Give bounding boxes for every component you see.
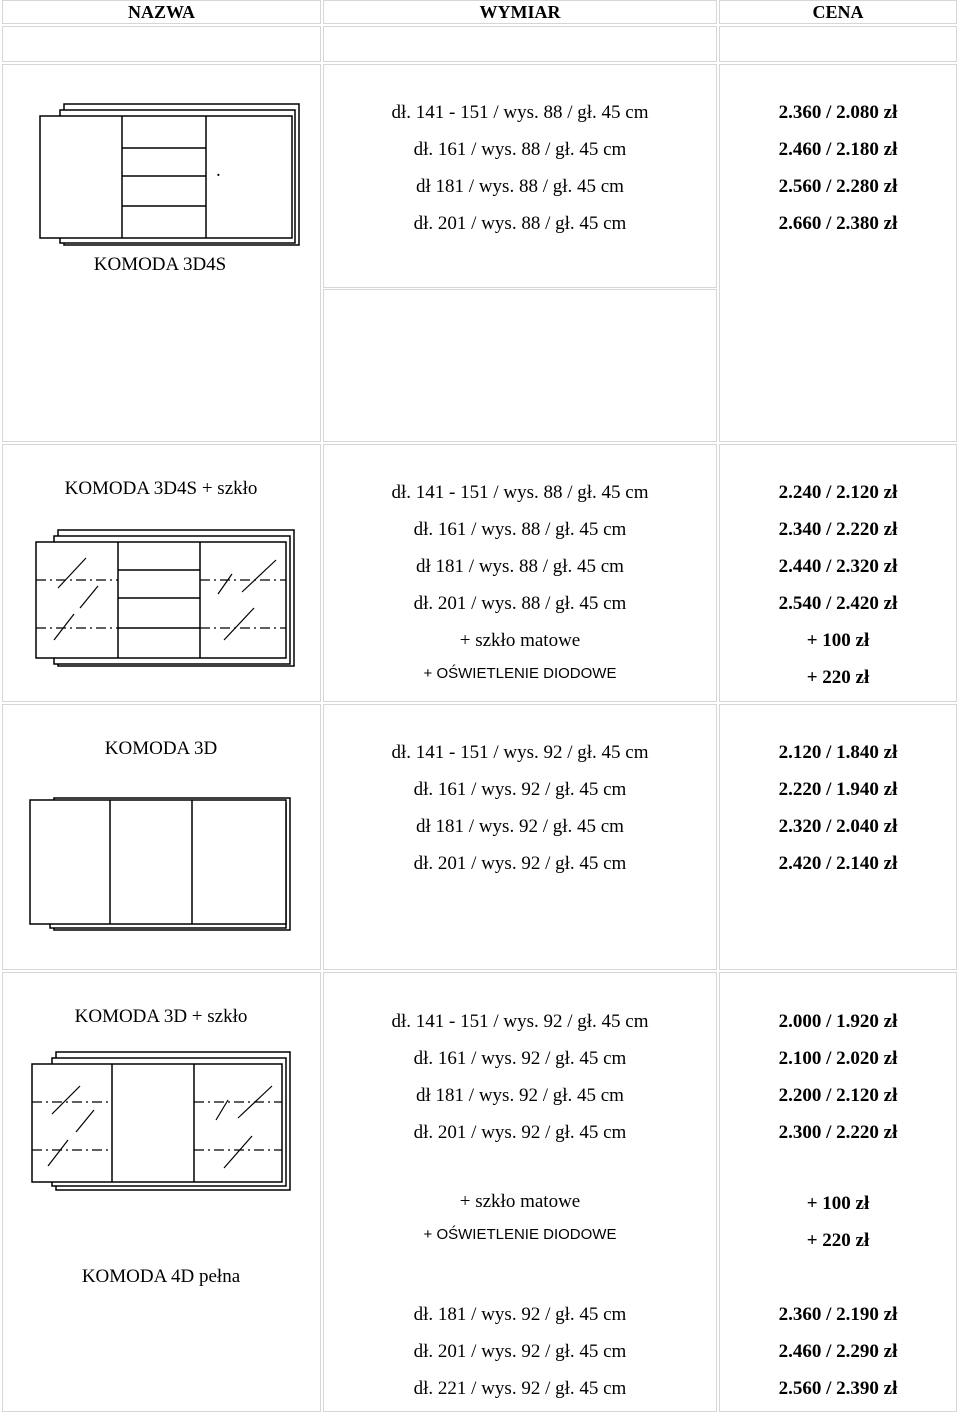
dim-line: dł. 141 - 151 / wys. 88 / gł. 45 cm [391, 102, 649, 123]
price-line: 2.320 / 2.040 zł [778, 816, 898, 837]
extra-option-glass: + szkło matowe [459, 630, 581, 651]
dim-line: dł. 161 / wys. 88 / gł. 45 cm [413, 519, 627, 540]
dim-line: dł. 201 / wys. 92 / gł. 45 cm [413, 1341, 627, 1362]
extra-option-led: + OŚWIETLENIE DIODOWE [423, 1226, 617, 1243]
header-dim: WYMIAR [479, 2, 561, 22]
row3-product-name: KOMODA 3D [104, 738, 218, 759]
extra-option-led: + OŚWIETLENIE DIODOWE [423, 665, 617, 682]
price-line: 2.300 / 2.220 zł [778, 1122, 898, 1143]
price-line: 2.240 / 2.120 zł [778, 482, 898, 503]
dim-line: dł. 141 - 151 / wys. 92 / gł. 45 cm [391, 1011, 649, 1032]
price-line: 2.100 / 2.020 zł [778, 1048, 898, 1069]
dim-line: dł. 141 - 151 / wys. 88 / gł. 45 cm [391, 482, 649, 503]
row3-furniture-drawing [30, 798, 294, 934]
dim-line: dł. 201 / wys. 92 / gł. 45 cm [413, 1122, 627, 1143]
dim-line: dł. 161 / wys. 92 / gł. 45 cm [413, 1048, 627, 1069]
price-line: 2.360 / 2.080 zł [778, 102, 898, 123]
extra-price-led: + 220 zł [806, 1230, 870, 1251]
price-line: 2.540 / 2.420 zł [778, 593, 898, 614]
row4-furniture-drawing [32, 1052, 294, 1194]
row1-product-name: KOMODA 3D4S [93, 254, 227, 275]
dim-line: dł. 161 / wys. 88 / gł. 45 cm [413, 139, 627, 160]
price-line: 2.560 / 2.390 zł [778, 1378, 898, 1399]
price-line: 2.360 / 2.190 zł [778, 1304, 898, 1325]
dim-line: dł. 201 / wys. 88 / gł. 45 cm [413, 213, 627, 234]
row4-extras [323, 1191, 717, 1254]
extra-price-glass: + 100 zł [806, 630, 870, 651]
row1-dimensions [323, 102, 717, 250]
row1-dim-cell-lower [323, 289, 717, 442]
row4-extra-prices [719, 1193, 957, 1267]
dim-line: dł. 161 / wys. 92 / gł. 45 cm [413, 779, 627, 800]
dim-line: dł 181 / wys. 88 / gł. 45 cm [416, 176, 624, 197]
header-name-cell [2, 0, 321, 24]
dim-line: dł. 201 / wys. 88 / gł. 45 cm [413, 593, 627, 614]
price-line: 2.460 / 2.290 zł [778, 1341, 898, 1362]
row1-furniture-drawing [40, 104, 302, 248]
row1-dot: . [216, 160, 221, 181]
row4-prices [719, 1011, 957, 1159]
row4-product-name: KOMODA 3D + szkło [74, 1006, 248, 1027]
row3-prices [719, 742, 957, 890]
price-line: 2.000 / 1.920 zł [778, 1011, 898, 1032]
empty-cell [323, 26, 717, 62]
dim-line: dł. 201 / wys. 92 / gł. 45 cm [413, 853, 627, 874]
price-line: 2.440 / 2.320 zł [778, 556, 898, 577]
price-line: 2.420 / 2.140 zł [778, 853, 898, 874]
row2-prices [719, 482, 957, 704]
dim-line: dł 181 / wys. 88 / gł. 45 cm [416, 556, 624, 577]
header-dim-cell [323, 0, 717, 24]
price-line: 2.340 / 2.220 zł [778, 519, 898, 540]
price-line: 2.560 / 2.280 zł [778, 176, 898, 197]
dim-line: dł 181 / wys. 92 / gł. 45 cm [416, 816, 624, 837]
price-line: 2.220 / 1.940 zł [778, 779, 898, 800]
header-name: NAZWA [127, 2, 195, 22]
price-line: 2.200 / 2.120 zł [778, 1085, 898, 1106]
price-line: 2.460 / 2.180 zł [778, 139, 898, 160]
dim-line: dł. 141 - 151 / wys. 92 / gł. 45 cm [391, 742, 649, 763]
row5-dimensions [323, 1304, 717, 1415]
dim-line: dł. 221 / wys. 92 / gł. 45 cm [413, 1378, 627, 1399]
dim-line: dł 181 / wys. 92 / gł. 45 cm [416, 1085, 624, 1106]
row4-dimensions [323, 1011, 717, 1159]
row5-prices [719, 1304, 957, 1415]
header-price-cell [719, 0, 957, 24]
extra-option-glass: + szkło matowe [459, 1191, 581, 1212]
row2-product-name: KOMODA 3D4S + szkło [64, 478, 258, 499]
extra-price-glass: + 100 zł [806, 1193, 870, 1214]
empty-cell [2, 26, 321, 62]
price-line: 2.660 / 2.380 zł [778, 213, 898, 234]
dim-line: dł. 181 / wys. 92 / gł. 45 cm [413, 1304, 627, 1325]
extra-price-led: + 220 zł [806, 667, 870, 688]
header-price: CENA [812, 2, 864, 22]
row5-product-name: KOMODA 4D pełna [81, 1266, 241, 1287]
row1-prices [719, 102, 957, 250]
row2-furniture-drawing [36, 530, 298, 670]
row3-dimensions [323, 742, 717, 890]
price-line: 2.120 / 1.840 zł [778, 742, 898, 763]
empty-cell [719, 26, 957, 62]
row2-dimensions [323, 482, 717, 693]
